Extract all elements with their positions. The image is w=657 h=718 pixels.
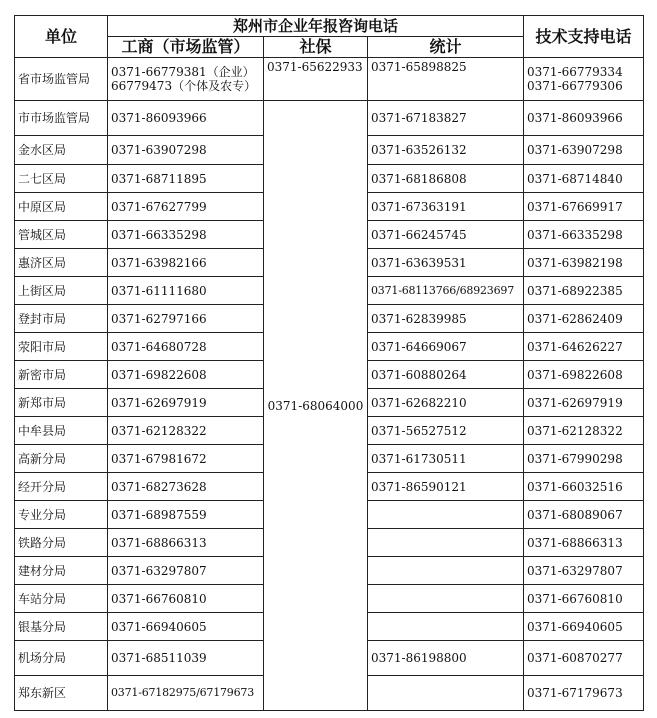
gongshang-cell: 0371-68866313 <box>108 529 264 557</box>
tongji-cell <box>368 501 524 529</box>
unit-cell: 铁路分局 <box>15 529 108 557</box>
unit-cell: 车站分局 <box>15 585 108 613</box>
tongji-cell: 0371-68186808 <box>368 165 524 193</box>
gongshang-cell: 0371-63907298 <box>108 136 264 165</box>
shebao-shared-cell: 0371-68064000 <box>264 101 368 711</box>
unit-cell: 金水区局 <box>15 136 108 165</box>
unit-cell: 上街区局 <box>15 277 108 305</box>
table-row <box>15 58 644 101</box>
unit-cell: 中原区局 <box>15 193 108 221</box>
gongshang-cell: 0371-66760810 <box>108 585 264 613</box>
support-line: 0371-66779306 <box>527 79 623 93</box>
gongshang-cell: 0371-64680728 <box>108 333 264 361</box>
table-row <box>15 101 644 136</box>
header-unit: 单位 <box>15 16 108 58</box>
header-group-title: 郑州市企业年报咨询电话 <box>108 16 524 37</box>
support-cell: 0371-63297807 <box>524 557 644 585</box>
gongshang-cell: 0371-67627799 <box>108 193 264 221</box>
table-wrapper <box>14 15 644 711</box>
header-tongji: 统计 <box>368 37 524 58</box>
gongshang-cell: 0371-68711895 <box>108 165 264 193</box>
support-cell: 0371-67669917 <box>524 193 644 221</box>
tongji-cell <box>368 585 524 613</box>
gongshang-cell: 0371-61111680 <box>108 277 264 305</box>
unit-cell: 登封市局 <box>15 305 108 333</box>
support-cell: 0371-63907298 <box>524 136 644 165</box>
gongshang-cell: 0371-68273628 <box>108 473 264 501</box>
tongji-cell: 0371-64669067 <box>368 333 524 361</box>
support-cell: 0371-66760810 <box>524 585 644 613</box>
header-shebao: 社保 <box>264 37 368 58</box>
unit-cell: 荥阳市局 <box>15 333 108 361</box>
support-cell: 0371-60870277 <box>524 641 644 676</box>
tongji-cell: 0371-62682210 <box>368 389 524 417</box>
support-cell: 0371-66940605 <box>524 613 644 641</box>
support-cell: 0371-62128322 <box>524 417 644 445</box>
unit-cell: 省市场监管局 <box>15 58 108 101</box>
unit-cell: 中牟县局 <box>15 417 108 445</box>
support-cell: 0371-62862409 <box>524 305 644 333</box>
unit-cell: 银基分局 <box>15 613 108 641</box>
gongshang-cell: 0371-68987559 <box>108 501 264 529</box>
unit-cell: 专业分局 <box>15 501 108 529</box>
tongji-cell: 0371-67363191 <box>368 193 524 221</box>
tongji-cell <box>368 676 524 711</box>
support-cell: 0371-67990298 <box>524 445 644 473</box>
tongji-cell <box>368 613 524 641</box>
unit-cell: 郑东新区 <box>15 676 108 711</box>
tongji-cell: 0371-67183827 <box>368 101 524 136</box>
gongshang-cell: 0371-67981672 <box>108 445 264 473</box>
shebao-cell: 0371-65622933 <box>264 58 368 101</box>
tongji-cell: 0371-86198800 <box>368 641 524 676</box>
unit-cell: 建材分局 <box>15 557 108 585</box>
gongshang-line: 0371-66779381（企业） <box>111 65 255 79</box>
tongji-cell: 0371-66245745 <box>368 221 524 249</box>
gongshang-cell: 0371-69822608 <box>108 361 264 389</box>
unit-cell: 新密市局 <box>15 361 108 389</box>
unit-cell: 机场分局 <box>15 641 108 676</box>
support-cell: 0371-68922385 <box>524 277 644 305</box>
gongshang-cell: 0371-63982166 <box>108 249 264 277</box>
unit-cell: 市市场监管局 <box>15 101 108 136</box>
tongji-cell: 0371-65898825 <box>368 58 524 101</box>
unit-cell: 管城区局 <box>15 221 108 249</box>
support-cell <box>524 58 644 101</box>
header-support: 技术支持电话 <box>524 16 644 58</box>
tongji-cell: 0371-60880264 <box>368 361 524 389</box>
gongshang-line: 66779473（个体及农专） <box>111 79 257 93</box>
support-cell: 0371-62697919 <box>524 389 644 417</box>
gongshang-cell: 0371-62697919 <box>108 389 264 417</box>
support-cell: 0371-68866313 <box>524 529 644 557</box>
support-cell: 0371-66335298 <box>524 221 644 249</box>
tongji-cell: 0371-63639531 <box>368 249 524 277</box>
support-line: 0371-66779334 <box>527 65 623 79</box>
tongji-cell: 0371-63526132 <box>368 136 524 165</box>
gongshang-cell: 0371-66940605 <box>108 613 264 641</box>
support-cell: 0371-63982198 <box>524 249 644 277</box>
tongji-cell <box>368 557 524 585</box>
support-cell: 0371-67179673 <box>524 676 644 711</box>
support-cell: 0371-68714840 <box>524 165 644 193</box>
support-cell: 0371-69822608 <box>524 361 644 389</box>
gongshang-cell: 0371-63297807 <box>108 557 264 585</box>
gongshang-cell: 0371-62128322 <box>108 417 264 445</box>
gongshang-cell <box>108 58 264 101</box>
tongji-cell: 0371-68113766/68923697 <box>368 277 524 305</box>
header-gongshang: 工商（市场监管） <box>108 37 264 58</box>
tongji-cell: 0371-56527512 <box>368 417 524 445</box>
gongshang-cell: 0371-86093966 <box>108 101 264 136</box>
unit-cell: 二七区局 <box>15 165 108 193</box>
tongji-cell <box>368 529 524 557</box>
support-cell: 0371-86093966 <box>524 101 644 136</box>
support-cell: 0371-66032516 <box>524 473 644 501</box>
hotline-table <box>14 15 644 711</box>
unit-cell: 高新分局 <box>15 445 108 473</box>
unit-cell: 新郑市局 <box>15 389 108 417</box>
gongshang-cell: 0371-62797166 <box>108 305 264 333</box>
gongshang-cell: 0371-67182975/67179673 <box>108 676 264 711</box>
gongshang-cell: 0371-68511039 <box>108 641 264 676</box>
support-cell: 0371-64626227 <box>524 333 644 361</box>
support-cell: 0371-68089067 <box>524 501 644 529</box>
gongshang-cell: 0371-66335298 <box>108 221 264 249</box>
unit-cell: 经开分局 <box>15 473 108 501</box>
unit-cell: 惠济区局 <box>15 249 108 277</box>
tongji-cell: 0371-61730511 <box>368 445 524 473</box>
tongji-cell: 0371-62839985 <box>368 305 524 333</box>
tongji-cell: 0371-86590121 <box>368 473 524 501</box>
